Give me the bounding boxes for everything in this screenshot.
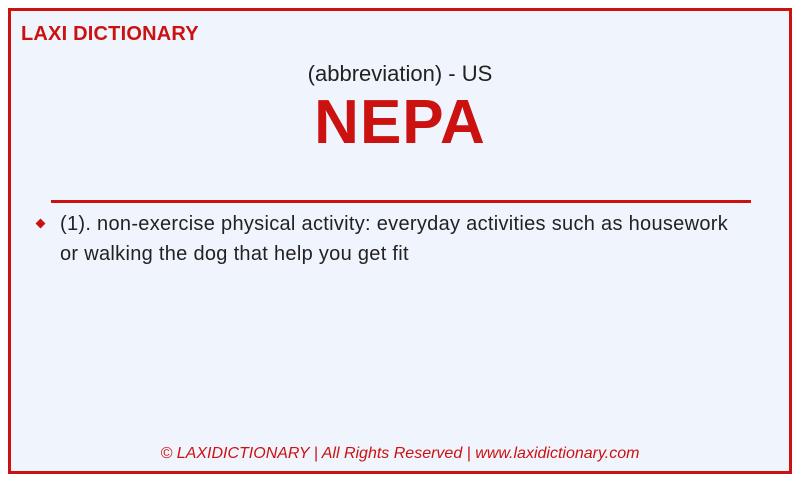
part-of-speech: (abbreviation) - US [307,61,493,86]
definition-text: (1). non-exercise physical activity: everyday activities such as housework or walking the dog that help you get fit [60,213,729,265]
brand-title: LAXI DICTIONARY [21,23,199,45]
divider [51,200,751,203]
copyright-footer: © LAXIDICTIONARY | All Rights Reserved | www.laxidictionary.com [160,445,640,462]
headword: NEPA [314,88,486,157]
definition-list [35,209,735,269]
definition-item [35,209,735,269]
diamond-bullet-icon [36,219,46,229]
dictionary-card [8,8,792,474]
